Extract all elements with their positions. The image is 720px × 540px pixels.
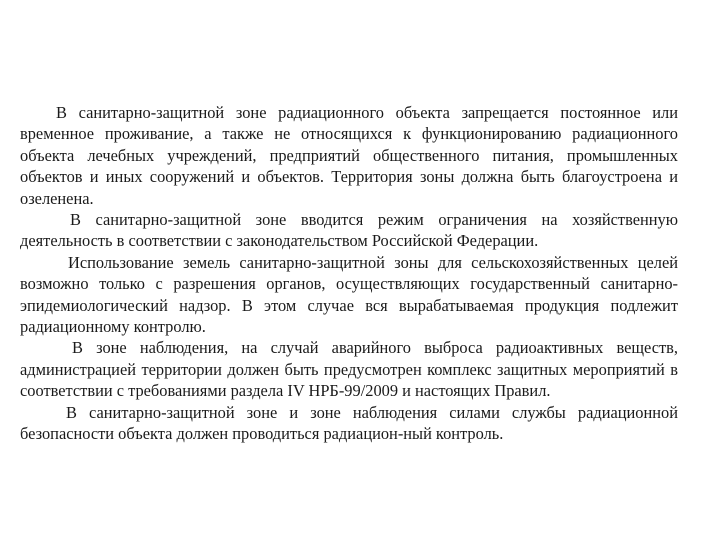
document-body bbox=[20, 102, 678, 445]
paragraph-radiation-control: В санитарно-защитной зоне и зоне наблюдения силами службы радиационной безопасности объекта должен проводиться радиацион-ный контроль. bbox=[20, 402, 678, 444]
paragraph-agricultural-land-use: Использование земель санитарно-защитной зоны для сельскохозяйственных целей возможно только с разрешения органов, осуществляющих государственный санитарно-эпидемиологический надзор. В этом случае вся вырабатываемая продукция подлежит радиационному контролю. bbox=[20, 252, 678, 337]
paragraph-sanitary-zone-restrictions: В санитарно-защитной зоне радиационного объекта запрещается постоянное или временное проживание, а также не относящихся к функционированию радиационного объекта лечебных учреждений, предприятий общественного питания, промышленных объектов и иных сооружений и объектов. Территория зоны должна быть благоустроена и озеленена. bbox=[20, 103, 678, 208]
paragraph-economic-activity-regime: В санитарно-защитной зоне вводится режим ограничения на хозяйственную деятельность в соответствии с законодательством Российской Федерации. bbox=[20, 210, 678, 251]
paragraph-observation-zone-measures: В зоне наблюдения, на случай аварийного выброса радиоактивных веществ, администрацией территории должен быть предусмотрен комплекс защитных мероприятий в соответствии с требованиями раздела IV НРБ-99/2009 и настоящих Правил. bbox=[20, 338, 678, 401]
